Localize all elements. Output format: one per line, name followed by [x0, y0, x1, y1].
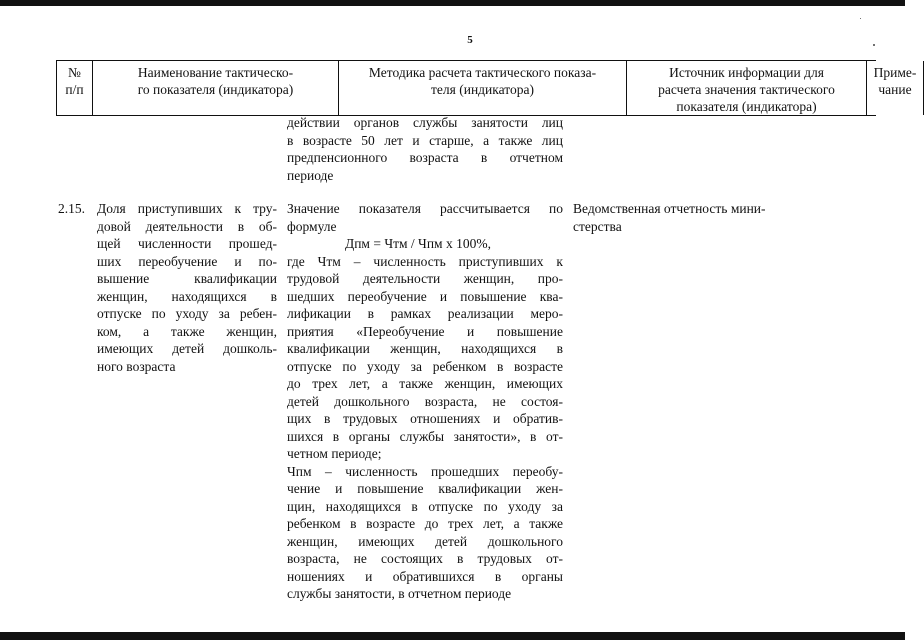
continued-method-text [287, 114, 563, 184]
scan-speck [860, 18, 861, 19]
text-line: до трех лет, а также женщин, имеющих [287, 376, 563, 391]
information-source-cell [573, 200, 813, 235]
header-text-line: Методика расчета тактического показа- [368, 65, 597, 80]
text-line: ших переобучение и по- [97, 253, 277, 269]
text-line: службы занятости, в отчетном периоде [287, 586, 512, 601]
text-line: в возрасте 50 лет и старше, а также лиц [287, 132, 563, 148]
header-text-line: показателя (индикатора) [676, 99, 817, 114]
formula: Дпм = Чтм / Чпм х 100%, [345, 236, 491, 251]
text-line: имеющих детей дошколь- [97, 341, 277, 356]
header-text-line: го показателя (индикатора) [137, 82, 294, 97]
text-line: стерства [573, 218, 622, 234]
text-line: ношениях и обратившихся в органы [287, 568, 563, 584]
header-information-source-column [626, 61, 866, 115]
header-text-line: теля (индикатора) [431, 82, 534, 97]
text-line: Доля приступивших к тру- [97, 201, 277, 216]
header-text-line: Источник информации для [669, 65, 824, 80]
text-line: Значение показателя рассчитывается по [287, 201, 563, 216]
text-line: действии органов службы занятости лиц [287, 115, 563, 130]
bottom-border-rule [0, 632, 905, 640]
text-line: ком, а также женщин, [97, 323, 277, 339]
text-line: ребенком в возрасте до трех лет, а также [287, 516, 563, 531]
text-line: формуле [287, 218, 337, 234]
scan-speck [873, 44, 875, 46]
text-line: женщин, имеющих детей дошкольного [287, 533, 563, 549]
header-indicator-name-column [92, 61, 338, 115]
top-border-rule [0, 0, 905, 6]
text-line: квалификации женщин, находящихся в [287, 341, 563, 356]
indicator-name-cell [97, 200, 277, 375]
text-line: отпуске по уходу за ребенком в возрасте [287, 358, 563, 374]
header-text-line: № [68, 65, 81, 80]
text-line: приятия «Переобучение и повышение [287, 323, 563, 339]
header-text-line: Приме- [873, 65, 917, 80]
text-line: трудовой деятельности женщин, про- [287, 271, 563, 286]
text-line: ного возраста [97, 358, 176, 374]
page-number: 5 [467, 34, 473, 46]
text-line: где Чтм – численность приступивших к [287, 253, 563, 269]
text-line: Чпм – численность прошедших переобу- [287, 463, 563, 479]
calculation-method-cell [287, 200, 563, 603]
text-line: женщин, находящихся в [97, 288, 277, 304]
header-text-line: Наименование тактическо- [137, 65, 294, 80]
text-line: отпуске по уходу за ребен- [97, 306, 277, 321]
text-line: вышение квалификации [97, 271, 277, 286]
text-line: лификации в рамках реализации меро- [287, 306, 563, 321]
text-line: щин, находящихся в отпуске по уходу за [287, 498, 563, 514]
header-note-column [866, 61, 924, 115]
text-line: детей дошкольного возраста, не состоя- [287, 393, 563, 409]
header-text-line: расчета значения тактического [658, 82, 835, 97]
text-line: Ведомственная отчетность мини- [573, 201, 766, 216]
header-text-line: чание [878, 82, 912, 97]
header-text-line: п/п [65, 82, 84, 97]
text-line: возраста, не состоящих в трудовых от- [287, 551, 563, 566]
header-calculation-method-column [338, 61, 626, 115]
text-line: шедших переобучение и повышение ква- [287, 288, 563, 304]
text-line: довой деятельности в об- [97, 218, 277, 234]
text-line: четном периоде; [287, 446, 382, 461]
table-header-row [56, 60, 917, 116]
text-line: предпенсионного возраста в отчетном [287, 150, 563, 165]
text-line: шихся в органы службы занятости», в от- [287, 428, 563, 444]
header-number-column [56, 61, 92, 115]
text-line: щих в трудовых отношениях и обратив- [287, 411, 563, 426]
text-line: чение и повышение квалификации жен- [287, 481, 563, 496]
text-line: щей численности прошед- [97, 236, 277, 251]
text-line: периоде [287, 167, 334, 183]
row-number: 2.15. [58, 201, 85, 216]
